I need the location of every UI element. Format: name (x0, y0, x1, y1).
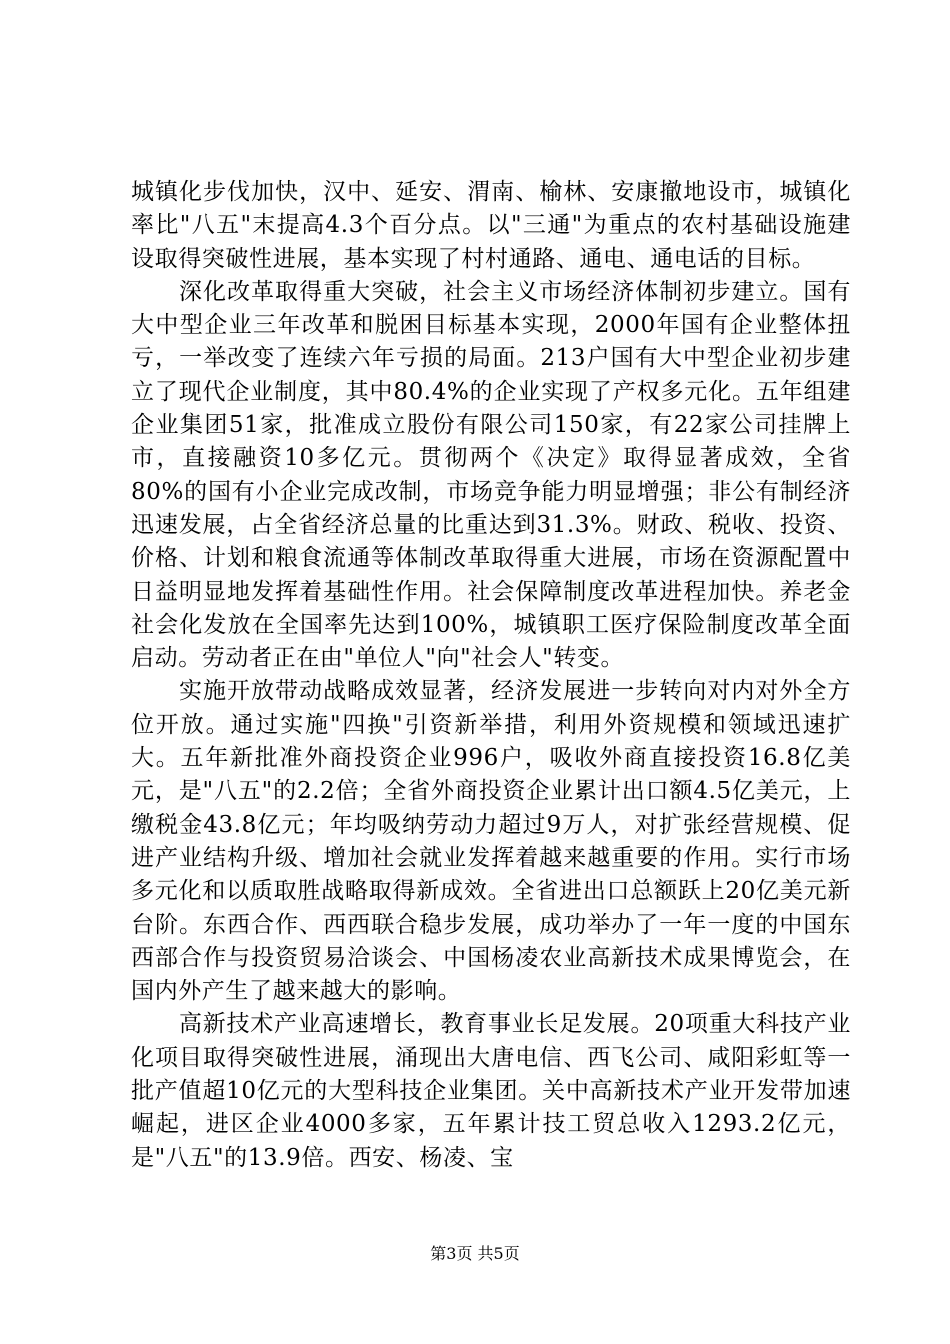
paragraph-urbanization: 城镇化步伐加快，汉中、延安、渭南、榆林、安康撤地设市，城镇化率比"八五"末提高4.3个百分点。以"三通"为重点的农村基础设施建设取得突破性进展，基本实现了村村通路、通电、通电话的目标。 (131, 179, 851, 272)
page-footer: 第3页 共5页 (430, 1244, 520, 1263)
paragraph-opening: 实施开放带动战略成效显著，经济发展进一步转向对内对外全方位开放。通过实施"四换"引资新举措，利用外资规模和领域迅速扩大。五年新批准外商投资企业996户，吸收外商直接投资16.8亿美元，是"八五"的2.2倍；全省外商投资企业累计出口额4.5亿美元，上缴税金43.8亿元；年均吸纳劳动力超过9万人，对扩张经营规模、促进产业结构升级、增加社会就业发挥着越来越重要的作用。实行市场多元化和以质取胜战略取得新成效。全省进出口总额跃上20亿美元新台阶。东西合作、西西联合稳步发展，成功举办了一年一度的中国东西部合作与投资贸易洽谈会、中国杨凌农业高新技术成果博览会，在国内外产生了越来越大的影响。 (131, 678, 851, 1005)
paragraph-reform: 深化改革取得重大突破，社会主义市场经济体制初步建立。国有大中型企业三年改革和脱困目标基本实现，2000年国有企业整体扭亏，一举改变了连续六年亏损的局面。213户国有大中型企业初步建立了现代企业制度，其中80.4%的企业实现了产权多元化。五年组建企业集团51家，批准成立股份有限公司150家，有22家公司挂牌上市，直接融资10多亿元。贯彻两个《决定》取得显著成效，全省80%的国有小企业完成改制，市场竞争能力明显增强；非公有制经济迅速发展，占全省经济总量的比重达到31.3%。财政、税收、投资、价格、计划和粮食流通等体制改革取得重大进展，市场在资源配置中日益明显地发挥着基础性作用。社会保障制度改革进程加快。养老金社会化发放在全国率先达到100%，城镇职工医疗保险制度改革全面启动。劳动者正在由"单位人"向"社会人"转变。 (131, 278, 851, 672)
paragraph-hightech: 高新技术产业高速增长，教育事业长足发展。20项重大科技产业化项目取得突破性进展，涌现出大唐电信、西飞公司、咸阳彩虹等一批产值超10亿元的大型科技企业集团。关中高新技术产业开发带加速崛起，进区企业4000多家，五年累计技工贸总收入1293.2亿元，是"八五"的13.9倍。西安、杨凌、宝 (131, 1011, 851, 1171)
document-body (131, 176, 851, 1175)
